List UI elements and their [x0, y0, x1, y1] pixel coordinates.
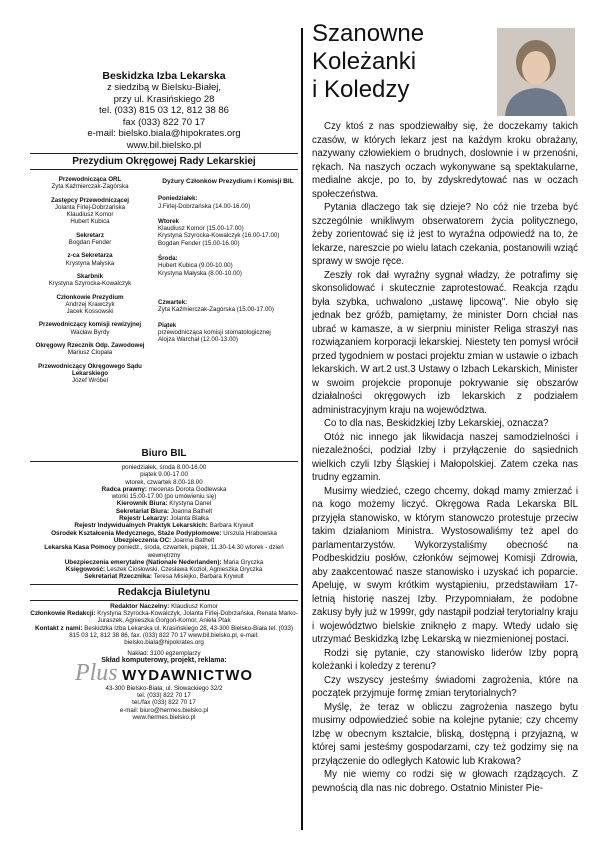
duty-entry: Zyta Kaźmierczak-Zagórska (15.00-17.00) — [158, 306, 274, 314]
biuro-value: Leszek Ciosłowski, Czesława Kozioł, Agnieszka Gryczka — [106, 566, 263, 574]
divider — [30, 584, 298, 585]
presidium-group — [30, 232, 150, 247]
redakcja-label: Członkowie Redakcji: — [30, 610, 96, 618]
duty-entry: Bogdan Fender (15.00-16.00) — [158, 239, 240, 247]
article-paragraph: My nie wiemy co rodzi się w głowach rządzących. Z pewnością dla nas nic dobrego. Ostatnio Minister Pie- — [312, 769, 578, 794]
biuro-item — [30, 500, 298, 507]
publisher-logo-script: Plus — [74, 659, 118, 686]
biuro-item — [30, 508, 298, 515]
redakcja-value: Krystyna Szyrocka-Kowalczyk, Jolanta Firlej-Dobrzańska, Renata Marko-Juraszek, Agnieszka Gorgoń-Komor, Aniela Ptak — [97, 610, 298, 625]
presidium-name: Jolanta Firlej-Dobrzańska — [54, 203, 126, 211]
publisher-line: e-mail: biuro@hermes.bielsko.pl — [119, 706, 209, 714]
presidium-name: Bogdan Fender — [68, 239, 112, 247]
publisher-line: tel. (033) 822 70 17 — [137, 692, 191, 700]
redakcja-value: Klaudiusz Komor — [171, 602, 218, 610]
biuro-item — [30, 573, 298, 580]
biuro-label: Rejestr Lekarzy: — [119, 515, 169, 523]
organization-name: Beskidzka Izba Lekarska — [102, 70, 226, 82]
presidium-block — [30, 172, 298, 454]
divider — [30, 169, 298, 170]
presidium-title: Prezydium Okręgowej Rady Lekarskiej — [72, 156, 256, 167]
biuro-item — [30, 522, 298, 529]
biuro-item — [30, 486, 298, 493]
duty-title: Dyżury Członków Prezydium i Komisji BIL — [162, 178, 294, 185]
duty-day — [158, 299, 298, 314]
duty-schedule — [158, 178, 298, 351]
biuro-value: Barbara Krywult — [209, 522, 254, 530]
article-paragraph: Otóż nic innego jak likwidacja naszej samodzielności i niezależności, podział Izby i przyłączenie do sąsiednich wielkich czyli Izby Śląskiej i Małopolskiej. Zatem czeka nas trudny egzamin. — [312, 431, 578, 483]
duty-entry: przewodnicząca komisji stomatologicznej — [158, 328, 271, 336]
duty-entry: Alojza Warchał (12.00-13.00) — [158, 336, 238, 344]
duty-day — [158, 255, 298, 277]
presidium-group — [30, 197, 150, 226]
redakcja-title: Redakcja Biuletynu — [117, 586, 211, 598]
duty-day-label: Czwartek: — [158, 298, 188, 306]
presidium-group — [30, 294, 150, 316]
header-block — [30, 70, 298, 151]
presidium-role: Przewodniczący komisji rewizyjnej — [38, 321, 142, 329]
phone-line: tel. (033) 815 03 12, 812 38 86 — [99, 105, 229, 116]
presidium-group — [30, 321, 150, 336]
author-photo — [497, 28, 575, 116]
presidium-role: Okręgowy Rzecznik Odp. Zawodowej — [35, 342, 145, 350]
biuro-label: Sekretariat Biura: — [115, 507, 170, 515]
fax-line: fax (033) 822 70 17 — [122, 116, 206, 128]
heading-line: i Koledzy — [312, 76, 410, 103]
heading-line: Koleżanki — [312, 48, 417, 75]
presidium-name: Mariusz Ciopała — [67, 349, 113, 357]
presidium-name: Hubert Kubica — [70, 218, 110, 226]
duty-entry: Krystyna Szyrocka-Kowalczyk (16.00-17.00) — [158, 232, 280, 240]
duty-day-label: Środa: — [158, 255, 178, 263]
duty-day — [158, 322, 298, 344]
office-hours: piątek 9.00-17.00 — [140, 471, 188, 479]
biuro-label: Ubezpieczenia emerytalne (Nationale Nederlanden): — [64, 558, 222, 566]
redakcja-item — [30, 625, 298, 647]
redakcja-label: Kontakt z nami: — [34, 624, 83, 632]
article-heading — [312, 20, 492, 104]
publisher-line: www.hermes.bielsko.pl — [132, 714, 196, 722]
publisher-name: WYDAWNICTWO — [122, 666, 254, 684]
biuro-label: Lekarska Kasa Pomocy — [44, 544, 116, 552]
publisher-line: tel./fax (033) 822 70 17 — [132, 699, 196, 707]
presidium-name: Wacław Byrdy — [70, 328, 110, 336]
biuro-item — [30, 515, 298, 522]
heading-line: Szanowne — [312, 20, 425, 47]
presidium-name: Józef Wróbel — [72, 377, 108, 385]
biuro-value: Urszula Hrabowska — [223, 529, 277, 537]
redakcja-item — [30, 603, 298, 610]
presidium-role: Skarbnik — [76, 272, 104, 280]
website-link[interactable]: www.bil.bielsko.pl — [126, 139, 202, 151]
duty-entry: J.Firlej-Dobrzańska (14.00-16.00) — [158, 202, 251, 210]
biuro-label: Ubezpieczenia OC: — [113, 536, 172, 544]
presidium-role: Przewodniczący Okręgowego Sądu Lekarskiego — [38, 362, 142, 377]
biuro-label: Księgowość: — [65, 566, 106, 574]
biuro-label: Kierownik Biura: — [116, 500, 168, 508]
article-paragraph: Czy wszyscy jesteśmy świadomi zagrożenia, które na początek przyjmuje formę zmian terytorialnych? — [312, 674, 578, 699]
sidebar-info — [30, 70, 298, 840]
presidium-name: Klaudiusz Komor — [66, 211, 114, 219]
publisher-line: 43-300 Bielsko-Biała, ul. Słowackiego 32/2 — [105, 684, 223, 692]
duty-day-label: Wtorek — [158, 217, 179, 225]
biuro-value: poniedz., środa, czwartek, piątek, 11.30-14.30 wtorek - dzień wewnętrzny — [117, 544, 284, 559]
divider — [30, 153, 298, 154]
biuro-item — [30, 566, 298, 573]
redakcja-value: Beskidzka Izba Lekarska ul. Krasińskiego 28, 43-300 Bielsko-Biała tel. (033) 815 03 12, 812 38 86, fax. (033) 822 70 17 www.bil.bielsko.pl, e-mail: bielsko.biala@hipokrates.org — [69, 624, 294, 647]
article-paragraph: Pytania dlaczego tak się dzieje? No cóż nie trzeba być szczególnie wnikliwym obserwatorem życia politycznego, żeby zorientować się iż jest to wyraźna odpowiedź na to, że lekarze, nareszcie po wielu latach czekania, postanowili wziąć sprawy w swoje ręce. — [312, 202, 578, 267]
redakcja-item — [30, 610, 298, 625]
biuro-block — [30, 464, 298, 581]
column-divider — [301, 28, 303, 830]
biuro-value: Jolanta Białka — [170, 515, 209, 523]
article-paragraph: Co to dla nas, Beskidzkiej Izby Lekarskiej, oznacza? — [324, 418, 549, 429]
biuro-value: Maria Gryczka — [223, 558, 264, 566]
biuro-value: Joanna Bathelt — [170, 507, 213, 515]
duty-day-label: Piątek — [158, 321, 177, 329]
presidium-role: Przewodnicząca ORL — [58, 176, 122, 183]
portrait-image — [497, 28, 575, 116]
skład-label: Skład komputerowy, projekt, reklama: — [101, 656, 227, 664]
divider — [30, 461, 298, 462]
presidium-members — [30, 176, 150, 391]
email-link[interactable]: e-mail: bielsko.biala@hipokrates.org — [87, 128, 241, 139]
presidium-name: Andrzej Krawczyk — [65, 300, 115, 308]
redakcja-block — [30, 603, 298, 647]
presidium-group — [30, 273, 150, 288]
biuro-title: Biuro BIL — [141, 448, 187, 459]
article-body — [312, 120, 578, 795]
article-paragraph: Myślę, że teraz w obliczu zagrożenia naszego bytu musimy odpowiedzieć sobie na kolejne pytanie; czy chcemy Izbę w obecnym kształcie, bliską, dostępną i przyjazną, w której sami jesteśmy gospodarzami, czy też godzimy się na przyłączenie do odległych Katowic lub Krakowa? — [312, 701, 578, 767]
biuro-label: Ośrodek Kształcenia Medycznego, Staże Podyplomowe: — [51, 529, 222, 537]
duty-entry: Krystyna Małyska (8.00-10.00) — [158, 269, 242, 277]
presidium-role: z-ca Sekretarza — [67, 252, 113, 260]
office-hours: wtorek, czwartek 8.00-18.00 — [125, 478, 203, 486]
biuro-item — [30, 493, 298, 500]
presidium-name: Jacek Kossowski — [66, 308, 114, 316]
biuro-value: Joanna Bathelt — [172, 536, 215, 544]
duty-entry: Klaudiusz Komor (15.00-17.00) — [158, 225, 244, 233]
biuro-item — [30, 559, 298, 566]
biuro-value: wtorki 15.00-17.00 (po umówieniu się) — [111, 493, 217, 501]
address-line: z siedzibą w Bielsku-Białej, — [106, 82, 222, 93]
biuro-value: Krystyna Danel — [169, 500, 212, 508]
address-line: przy ul. Krasińskiego 28 — [113, 93, 215, 105]
presidium-group — [30, 176, 150, 191]
circulation: Nakład: 3100 egzemplarzy — [127, 649, 201, 657]
presidium-name: Zyta Kaźmierczak-Zagórska — [51, 183, 129, 191]
biuro-item — [30, 537, 298, 544]
presidium-group — [30, 342, 150, 357]
article-paragraph: Czy ktoś z nas spodziewałby się, że doczekamy takich czasów, w których lekarz jest na każdym kroku obrażany, nazywany człowiekiem o brudnych, doslownie i w przenośni, rękach. Na naszych oczach wykonywane są spektakularne, medialne akcje, po to, by zdyskredytować nas w oczach społeczeństwa. — [312, 121, 578, 200]
duty-day — [158, 218, 298, 247]
article-paragraph: Musimy wiedzieć, czego chcemy, dokąd mamy zmierzać i na kogo możemy liczyć. Okręgowa Rada Lekarska BIL przyjęła stanowisko, w którym stanowczo protestuje przeciw takim działaniom Ministra. Wystosowaliśmy też apel do parlamentarzystów. Wykorzystaliśmy obecność na Podbeskidziu posłów, członków sejmowej Komisji Zdrowia, aby zaakcentować nasze stanowisko i uzyskać ich poparcie. Apeluję, w swym krótkim wystąpieniu, przedstawiłam 17-letnią historię naszej Izby. Przypomniałam, że podobne zakusy były już w 1999r, gdy nastąpił podział terytorialny kraju i województwo bielskie zniknęło z mapy. Wtedy udało się utrzymać Beskidzką Izbę Lekarską w niezmienionej postaci. — [312, 485, 578, 645]
duty-list — [158, 195, 298, 343]
biuro-value: mecenas Dorota Godlewska — [148, 485, 227, 493]
presidium-group — [30, 363, 150, 385]
presidium-role: Zastępcy Przewodniczącej — [50, 196, 130, 204]
duty-day-label: Poniedziałek: — [158, 195, 198, 203]
article-paragraph: Rodzi się pytanie, czy stanowisko liderów Izby poprą koleżanki i koledzy z terenu? — [312, 647, 578, 672]
duty-day — [158, 195, 298, 210]
office-hours: poniedziałek, środa 8.00-16.00 — [121, 464, 207, 471]
biuro-label: Sekretariat Rzecznika: — [84, 573, 153, 581]
duty-entry: Hubert Kubica (9.00-10.00) — [158, 262, 233, 270]
presidium-group — [30, 252, 150, 267]
presidium-name: Krystyna Szyrocka-Kowalczyk — [48, 280, 132, 288]
presidium-name: Krystyna Małyska — [65, 259, 115, 267]
biuro-label: Rejestr Indywidualnych Praktyk Lekarskich: — [74, 522, 208, 530]
publisher-contact — [30, 685, 298, 721]
divider — [30, 600, 298, 601]
redakcja-label: Redaktor Naczelny: — [110, 602, 170, 610]
presidium-role: Sekretarz — [76, 231, 104, 239]
presidium-role: Członkowie Prezydium — [56, 293, 124, 301]
biuro-item — [30, 530, 298, 537]
biuro-item — [30, 544, 298, 559]
biuro-label: Radca prawny: — [101, 485, 147, 493]
biuro-value: Teresa Misiejko, Barbara Krywult — [153, 573, 244, 581]
article-paragraph: Zeszły rok dał wyraźny sygnał władzy, że potrafimy się skonsolidować i skutecznie zaprotestować. Reakcja rządu była szybka, uchwalono „ustawę lipcową". Nie obyło się jednak bez gróźb, pamiętamy, że minister Dorn chciał nas ubrać w kamasze, a w sierpniu minister Religa straszył nas rozwiązaniem korporacji lekarskiej. Niestety ten pomysł wrócił przed tygodniem w postaci projektu zmian w ustawie o izbach lekarskich. W art.2 ust.3 Ustawy o Izbach Lekarskich, Minister w swoim projekcie proponuje pokrywanie się obszarów działalności okręgowych izb lekarskich z podziałem administracyjnym kraju na województwa. — [312, 269, 578, 416]
